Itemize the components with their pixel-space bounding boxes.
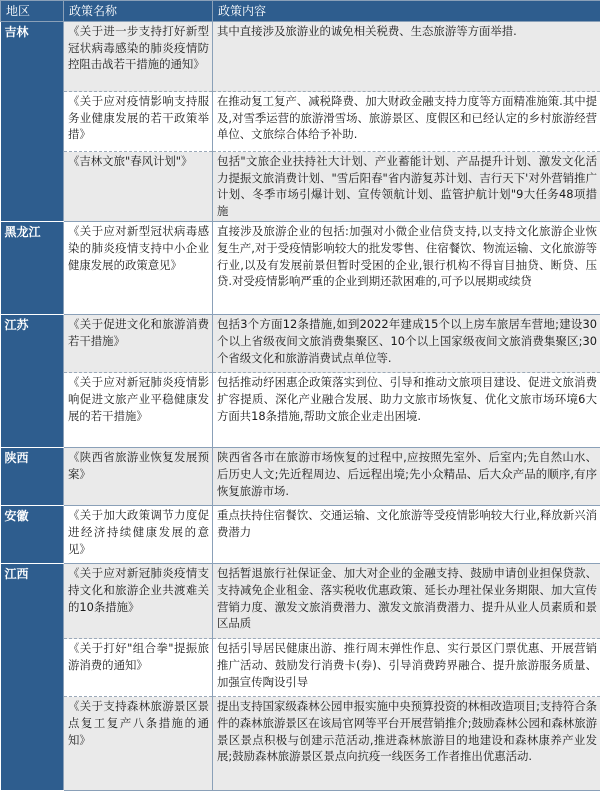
policy-content-cell: 包括3个方面12条措施,如到2022年建成15个以上房车旅居车营地;建设30个以上省级夜间文旅消费集聚区、10个以上国家级夜间文旅消费集聚区;30个省级文化和旅游消费试点单位等. — [213, 315, 600, 373]
policy-content-cell: 其中直接涉及旅游业的诚免相关税费、生态旅游等方面举措. — [213, 22, 600, 92]
header-region: 地区 — [1, 1, 64, 22]
policy-name-cell: 《吉林文旅"春风计划"》 — [64, 152, 213, 222]
table-header-row — [1, 1, 600, 22]
policy-content-cell: 在推动复工复产、减税降费、加大财政金融支持力度等方面精准施策.其中提及,对雪季运营的旅游滑雪场、旅游景区、度假区和已经认定的乡村旅游经营单位、文旅综合体给予补助. — [213, 92, 600, 152]
region-cell: 黑龙江 — [1, 222, 64, 315]
policy-name-cell: 《关于支持森林旅游景区景点复工复产八条措施的通知》 — [64, 697, 213, 791]
policy-name-cell: 《关于打好"组合拳"提振旅游消费的通知》 — [64, 639, 213, 697]
policy-name-cell: 《关于应对疫情影响支持服务业健康发展的若干政策举措》 — [64, 92, 213, 152]
table-row — [1, 697, 600, 791]
header-policy-content: 政策内容 — [213, 1, 600, 22]
policy-content-cell: 包括推动纾困惠企政策落实到位、引导和推动文旅项目建设、促进文旅消费扩容提质、深化产业融合发展、助力文旅市场恢复、优化文旅市场环境6大方面共18条措施,帮助文旅企业走出困境. — [213, 373, 600, 448]
policy-content-cell: 提出支持国家级森林公园申报实施中央预算投资的林相改造项目;支持符合条件的森林旅游景区在该局官网等平台开展营销推介;鼓励森林公园和森林旅游景区景点积极与创建示范活动,推进森林旅游目的地建设和森林康养产业发展;鼓励森林旅游景区景点向抗疫一线医务工作者推出优惠活动. — [213, 697, 600, 791]
region-cell: 江西 — [1, 564, 64, 791]
region-cell: 陕西 — [1, 448, 64, 506]
policy-name-cell: 《关于进一步支持打好新型冠状病毒感染的肺炎疫情防控阻击战若干措施的通知》 — [64, 22, 213, 92]
table-row — [1, 373, 600, 448]
region-cell: 安徽 — [1, 506, 64, 564]
policy-content-cell: 重点扶持住宿餐饮、交通运输、文化旅游等受疫情影响较大行业,释放新兴消费潜力 — [213, 506, 600, 564]
region-cell: 江苏 — [1, 315, 64, 448]
policy-content-cell: 陕西省各市在旅游市场恢复的过程中,应按照先室外、后室内;先自然山水、后历史人文;先近程周边、后远程出境;先小众精品、后大众产品的顺序,有序恢复旅游市场. — [213, 448, 600, 506]
table-row — [1, 564, 600, 639]
policy-name-cell: 《陕西省旅游业恢复发展预案》 — [64, 448, 213, 506]
policy-name-cell: 《关于促进文化和旅游消费若干措施》 — [64, 315, 213, 373]
table-row — [1, 152, 600, 222]
region-cell: 吉林 — [1, 22, 64, 222]
table-row — [1, 222, 600, 315]
header-policy-name: 政策名称 — [64, 1, 213, 22]
policy-content-cell: 包括"文旅企业扶持社大计划、产业蓄能计划、产品提升计划、激发文化活力提振文旅消费计划、"雪后阳春"省内游复苏计划、吉行天下'对外营销推广计划、冬季市场引爆计划、宣传领航计划、监管护航计划"9大任务48项措施 — [213, 152, 600, 222]
policy-content-cell: 直接涉及旅游企业的包括:加强对小微企业信贷支持,以支持文化旅游企业恢复生产,对于受疫情影响较大的批发零售、住宿餐饮、物流运输、文化旅游等行业,以及有发展前景但暂时受困的企业,银行机构不得盲目抽贷、断贷、压贷.对受疫情影响严重的企业到期还款困难的,可予以展期或续贷 — [213, 222, 600, 315]
policy-name-cell: 《关于应对新冠肺炎疫情影响促进文旅产业平稳健康发展的若干措施》 — [64, 373, 213, 448]
policy-name-cell: 《关于应对新冠肺炎疫情支持文化和旅游企业共渡难关的10条措施》 — [64, 564, 213, 639]
table-row — [1, 448, 600, 506]
policy-content-cell: 包括引导居民健康出游、推行周末弹性作息、实行景区门票优惠、开展营销推广活动、鼓励发行消费卡(券)、引导消费跨界融合、提升旅游服务质量、加强宣传陶设引导 — [213, 639, 600, 697]
policy-name-cell: 《关于应对新型冠状病毒感染的肺炎疫情支持中小企业健康发展的政策意见》 — [64, 222, 213, 315]
table-row — [1, 92, 600, 152]
policy-content-cell: 包括暂退旅行社保证金、加大对企业的金融支持、鼓励申请创业担保贷款、支持减免企业租金、落实税收优惠政策、延长办理社保业务期限、加大宣传营销力度、激发文旅消费潜力、激发文旅消费潜力、提升从业人员素质和景区品质 — [213, 564, 600, 639]
table-row — [1, 506, 600, 564]
table-row — [1, 315, 600, 373]
table-row — [1, 22, 600, 92]
policy-name-cell: 《关于加大政策调节力度促进经济持续健康发展的意见》 — [64, 506, 213, 564]
table-row — [1, 639, 600, 697]
